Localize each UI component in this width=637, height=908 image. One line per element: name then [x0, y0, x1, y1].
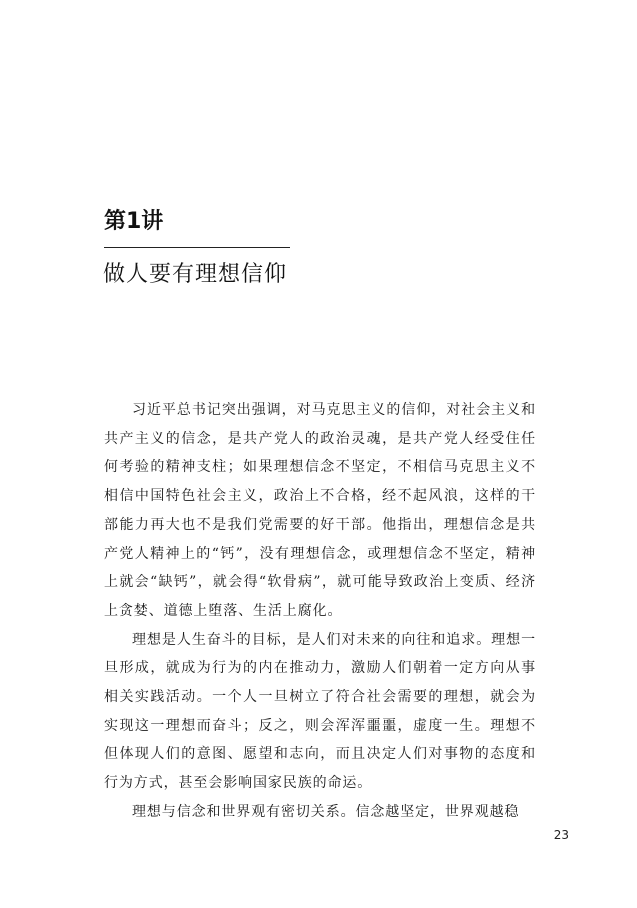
chapter-title: 做人要有理想信仰	[103, 262, 288, 287]
page-number: 23	[553, 828, 569, 842]
paragraph: 理想是人生奋斗的目标，是人们对未来的向往和追求。理想一旦形成，就成为行为的内在推动力，激励人们朝着一定方向从事相关实践活动。一个人一旦树立了符合社会需要的理想，就会为实现这一理想而奋斗；反之，则会浑浑噩噩，虚度一生。理想不但体现人们的意图、愿望和志向，而且决定人们对事物的态度和行为方式，甚至会影响国家民族的命运。	[104, 631, 536, 792]
chapter-label: 第1讲	[104, 209, 164, 234]
chapter-divider	[104, 247, 290, 248]
body-text	[104, 396, 536, 827]
paragraph: 理想与信念和世界观有密切关系。信念越坚定，世界观越稳	[132, 803, 520, 820]
paragraph: 习近平总书记突出强调，对马克思主义的信仰，对社会主义和共产主义的信念，是共产党人的政治灵魂，是共产党人经受住任何考验的精神支柱；如果理想信念不坚定，不相信马克思主义不相信中国特色社会主义，政治上不合格，经不起风浪，这样的干部能力再大也不是我们党需要的好干部。他指出，理想信念是共产党人精神上的“钙”，没有理想信念，或理想信念不坚定，精神上就会“缺钙”，就会得“软骨病”，就可能导致政治上变质、经济上贪婪、道德上堕落、生活上腐化。	[104, 402, 536, 619]
